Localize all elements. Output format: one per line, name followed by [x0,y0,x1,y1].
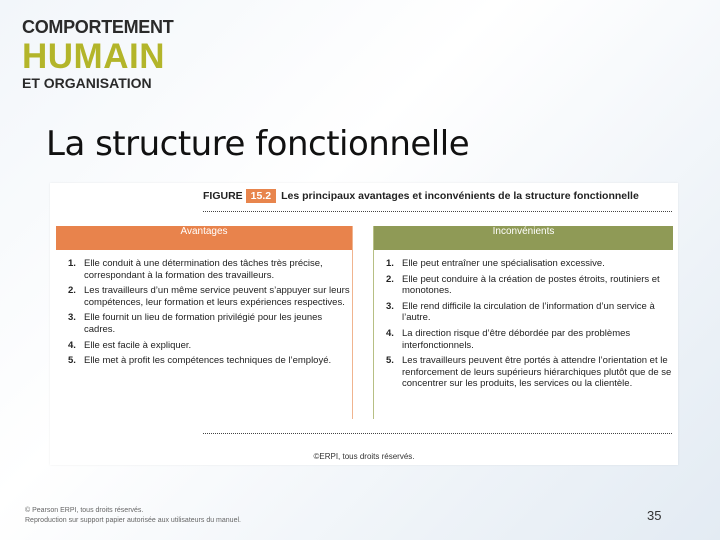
top-dotted-divider [203,211,672,212]
list-item: 2. Les travailleurs d’un même service peuvent s’appuyer sur leurs compétences, leur formation et leurs expériences respectives. [68,285,350,308]
logo-line-2: HUMAIN [22,37,165,76]
list-item: 4. La direction risque d’être débordée par des problèmes interfonctionnels. [386,327,631,351]
footer-line-2: Reproduction sur support papier autorisée aux utilisateurs du manuel. [25,516,241,524]
list-item: 2. Elle peut conduire à la création de postes étroits, routiniers et monotones. [386,273,660,297]
disadvantages-list [374,258,673,390]
logo-line-3: ET ORGANISATION [22,75,152,91]
footer-notice [25,506,241,525]
list-item: 1. Elle peut entraîner une spécialisation excessive. [386,258,605,269]
footer-line-1: © Pearson ERPI, tous droits réservés. [25,507,144,514]
figure-heading [203,190,639,202]
page-number: 35 [647,508,662,523]
figure-number: 15.2 [246,189,276,203]
list-item: 1. Elle conduit à une détermination des tâches très précise, correspondant à la formation des travailleurs. [68,258,323,281]
bottom-dotted-divider [203,433,672,434]
figure-image [50,183,678,465]
list-item: 3. Elle rend difficile la circulation de l’information d’un service à l’autre. [386,300,655,324]
figure-copyright: ©ERPI, tous droits réservés. [313,452,415,461]
book-logo [22,17,173,91]
advantages-header: Avantages [56,226,352,250]
advantages-list [56,258,352,367]
list-item: 5. Elle met à profit les compétences techniques de l’employé. [68,355,332,367]
figure-caption: Les principaux avantages et inconvénients de la structure fonctionnelle [281,190,639,202]
disadvantages-column [373,226,673,419]
list-item: 5. Les travailleurs peuvent être portés à attendre l’orientation et le renforcement de leurs supérieurs hiérarchiques plutôt que de se concentrer sur les produits, les services ou la clientèle. [386,355,672,390]
disadvantages-header: Inconvénients [374,226,673,250]
slide-title: La structure fonctionnelle [46,124,470,164]
figure-label: FIGURE [203,190,243,202]
advantages-column [56,226,353,419]
list-item: 4. Elle est facile à expliquer. [68,339,192,351]
logo-line-1: COMPORTEMENT [22,17,174,37]
list-item: 3. Elle fournit un lieu de formation privilégié pour les jeunes cadres. [68,312,323,335]
